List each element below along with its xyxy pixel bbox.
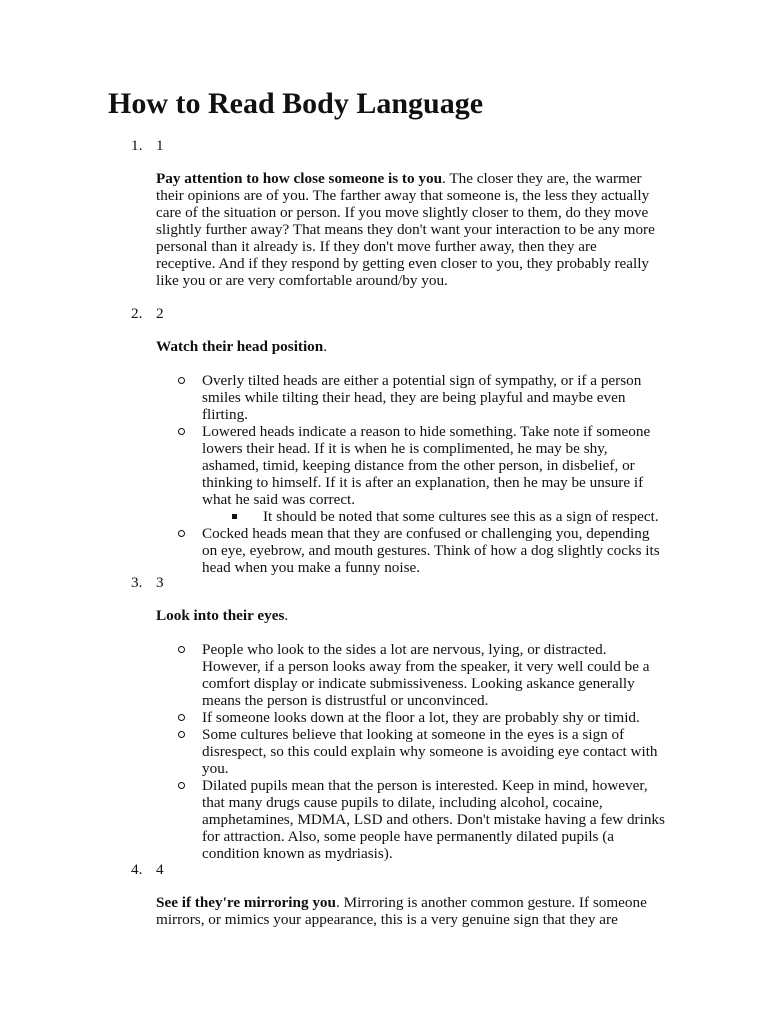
circle-bullet-icon [178,782,185,789]
step-1-text: . The closer they are, the warmer their opinions are of you. The farther away that someone is, the less they actually care of the situation or person. If you move slightly closer to them, do they move slightly further away? That means they don't want your interaction to be any more personal than it already is. If they don't move further away, then they are receptive. And if they respond by getting even closer to you, they probably really like you or are very comfortable around/by you. [156,170,655,289]
step-1-heading: Pay attention to how close someone is to you [156,170,443,187]
step-2-heading: Watch their head position [156,338,324,355]
step-4-paragraph: See if they're mirroring you. Mirroring is another common gesture. If someone mirrors, or mimics your appearance, this is a very genuine sign that they are [156,894,647,928]
step-3-bullets [156,641,666,862]
step-4-heading: See if they're mirroring you [156,894,336,911]
circle-bullet-icon [178,646,185,653]
square-bullet-icon [232,514,237,519]
sub-list-item: It should be noted that some cultures see this as a sign of respect. [232,508,666,525]
step-1-number: 1. 1 [131,137,164,154]
list-item: If someone looks down at the floor a lot, they are probably shy or timid. [156,709,666,726]
list-item: Some cultures believe that looking at someone in the eyes is a sign of disrespect, so this could explain why someone is avoiding eye contact with you. [156,726,666,777]
step-4-number: 4. 4 [131,861,164,878]
step-2-paragraph: Watch their head position. [156,338,328,355]
step-3-heading: Look into their eyes [156,607,285,624]
step-3-number: 3. 3 [131,574,164,591]
step-2-sub-bullets [202,508,666,525]
page-title: How to Read Body Language [108,87,484,120]
list-item: People who look to the sides a lot are nervous, lying, or distracted. However, if a person looks away from the speaker, it very well could be a comfort display or indicate submissiveness. Looking askance generally means the person is distrustful or unconvinced. [156,641,666,709]
circle-bullet-icon [178,714,185,721]
list-item: Dilated pupils mean that the person is interested. Keep in mind, however, that many drugs cause pupils to dilate, including alcohol, cocaine, amphetamines, MDMA, LSD and others. Don't mistake having a few drinks for attraction. Also, some people have permanently dilated pupils (a condition known as mydriasis). [156,777,666,862]
list-item: Lowered heads indicate a reason to hide something. Take note if someone lowers their head. If it is when he is complimented, he may be shy, ashamed, timid, keeping distance from the other person, in disbelief, or thinking to himself. If it is after an explanation, then he may be unsure if what he said was correct. It should be noted that some cultures see this as a sign of respect. [156,423,666,525]
step-2-bullets [156,372,666,576]
list-item: Cocked heads mean that they are confused or challenging you, depending on eye, eyebrow, and mouth gestures. Think of how a dog slightly cocks its head when you make a funny noise. [156,525,666,576]
circle-bullet-icon [178,731,185,738]
circle-bullet-icon [178,428,185,435]
step-3-paragraph: Look into their eyes. [156,607,289,624]
step-1-paragraph [156,170,656,289]
step-2-number: 2. 2 [131,305,164,322]
circle-bullet-icon [178,377,185,384]
list-item: Overly tilted heads are either a potential sign of sympathy, or if a person smiles while tilting their head, they are being playful and maybe even flirting. [156,372,666,423]
circle-bullet-icon [178,530,185,537]
